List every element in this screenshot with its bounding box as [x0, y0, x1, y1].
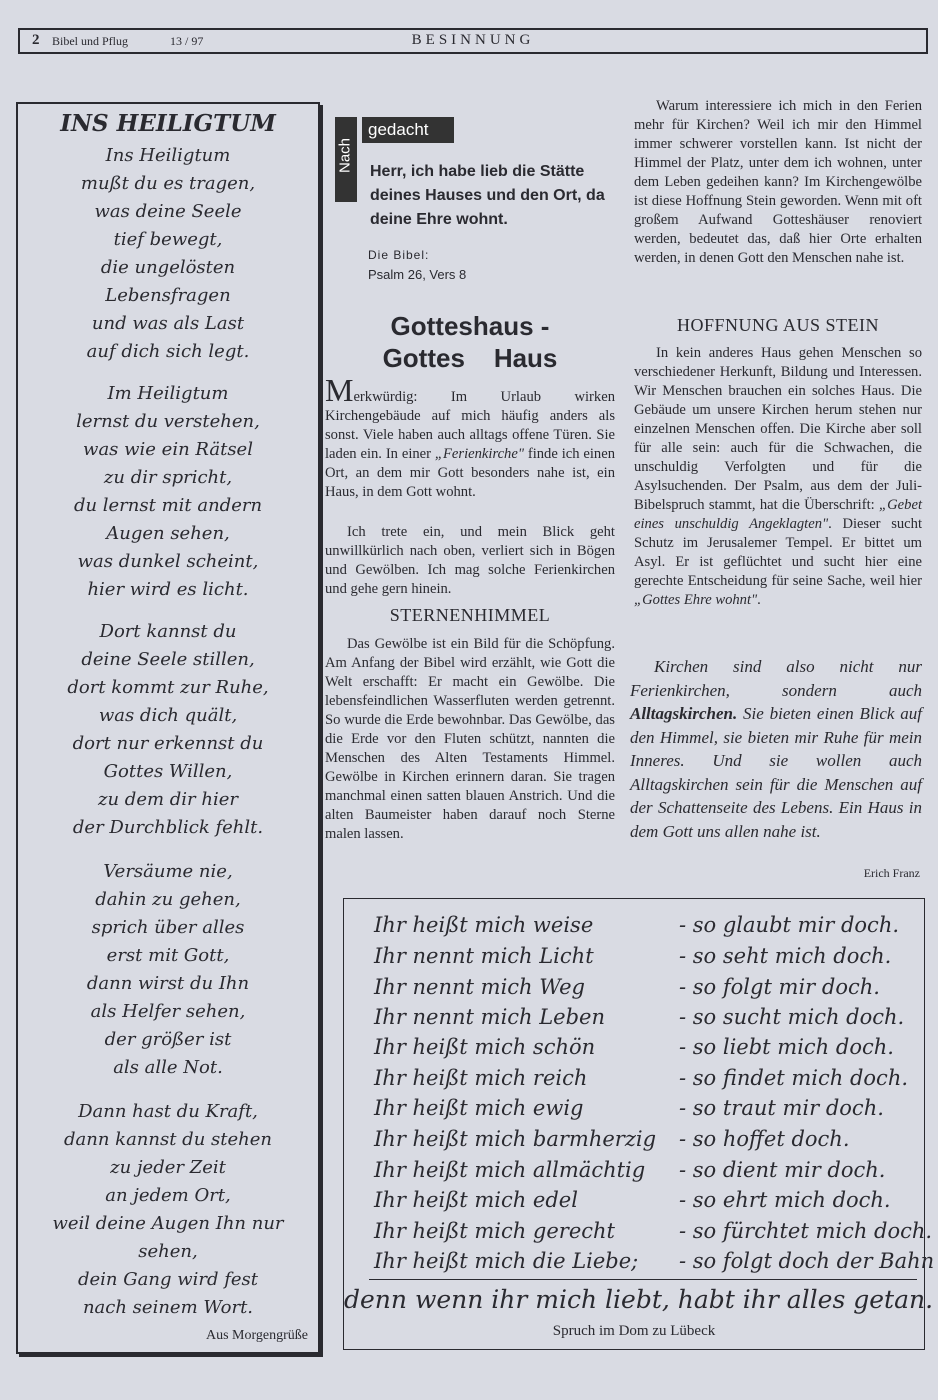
drop-cap: M — [325, 372, 354, 408]
page-number: 2 — [32, 32, 40, 48]
poem-line: und was als Last — [91, 313, 245, 334]
poem-title: INS HEILIGTUM — [60, 110, 276, 137]
section-title: BESINNUNG — [411, 32, 535, 48]
poem-line: Gottes Willen, — [103, 761, 233, 782]
subheading-sternenhimmel: STERNENHIMMEL — [389, 605, 551, 625]
poem-stanza — [18, 618, 318, 842]
page-header — [18, 28, 928, 54]
poem-line: Im Heiligtum — [107, 383, 229, 404]
article-title — [325, 310, 615, 374]
poem-line: Dann hast du Kraft, — [78, 1101, 258, 1122]
poem-line: dann kannst du stehen — [64, 1129, 272, 1150]
poem-line: an jedem Ort, — [105, 1185, 231, 1206]
poem-line: Lebensfragen — [105, 285, 231, 306]
article-paragraph-1: Merkwürdig: Im Urlaub wirken Kirchengebäude auf mich häufig anders als sonst. Viele haben auch alltags offene Türen. Sie laden ein. In einer „Ferienkirche" finde ich einen Ort, an dem mir Gott besonders nahe ist, ein Haus, in dem Gott wohnt. — [325, 372, 615, 500]
poem-line: zu dem dir hier — [98, 789, 238, 810]
inscription-row: Ihr heißt mich reich - so findet mich doch. — [374, 1066, 909, 1090]
poem-source: Aus Morgengrüße — [205, 1328, 308, 1343]
poem-line: dort kommt zur Ruhe, — [67, 677, 269, 698]
inscription-row: Ihr heißt mich ewig - so traut mir doch. — [374, 1096, 884, 1120]
poem-line: erst mit Gott, — [106, 945, 230, 966]
bible-label: Die Bibel: — [368, 248, 430, 262]
inscription-row: Ihr heißt mich schön - so liebt mich doch. — [374, 1035, 894, 1059]
inscription-row: Ihr heißt mich barmherzig - so hoffet doch. — [374, 1127, 850, 1151]
gedacht-label: gedacht — [362, 117, 454, 143]
poem-stanza — [18, 858, 318, 1082]
inscription-final-line: denn wenn ihr mich liebt, habt ihr alles getan. — [344, 1285, 934, 1314]
inscription-row: Ihr heißt mich gerecht - so fürchtet mich doch. — [374, 1219, 933, 1243]
poem-line: als Helfer sehen, — [90, 1001, 246, 1022]
poem-line: was dich quält, — [98, 705, 238, 726]
article-paragraph-5: In kein anderes Haus gehen Menschen so verschiedener Herkunft, Bildung und Interessen. Wir Menschen brauchen ein solches Haus. Die Gebäude um unsere Kirchen herum stehen nur einzelnen Menschen offen. Die Kirche aber soll für alle sein: auch für die Schwachen, die unschuldig Verfolgten und für die Asylsuchenden. Der Psalm, aus dem der Juli-Bibelspruch stammt, hat die Überschrift: „Gebet eines unschuldig Angeklagten". Dieser sucht Schutz im Jerusalemer Tempel. Er bittet um Asyl. Er ist geflüchtet und sucht hier eine gerechte Entscheidung für seine Sache, weil hier „Gottes Ehre wohnt". — [634, 345, 923, 608]
poem-stanza — [18, 380, 318, 604]
article-paragraph-4: Warum interessiere ich mich in den Ferien mehr für Kirchen? Weil ich mir den Himmel immer schwerer vorstellen kann. Ist nicht der Himmel der Platz, unter dem ich wohnen, unter dem Leben gedeihen kann? Im Kirchengewölbe ist diese Hoffnung Stein geworden. Wenn mit oft großem Aufwand Gotteshäuser renoviert werden, bedeutet das, daß hier Orte erhalten werden, in denen Gott den Menschen nahe ist. — [634, 98, 922, 266]
poem-line: sprich über alles — [91, 917, 245, 938]
poem-box — [16, 102, 320, 1354]
publication-name: Bibel und Pflug — [52, 34, 129, 48]
poem-line: dahin zu gehen, — [95, 889, 241, 910]
poem-line: weil deine Augen Ihn nur — [52, 1213, 284, 1234]
poem-line: sehen, — [138, 1241, 198, 1262]
article-author: Erich Franz — [863, 866, 920, 880]
poem-line: der größer ist — [104, 1029, 232, 1050]
luebeck-inscription-box — [343, 898, 935, 1350]
subheading-hoffnung: HOFFNUNG AUS STEIN — [676, 315, 880, 335]
nach-text: Nach — [336, 137, 354, 174]
poem-line: Dort kannst du — [99, 621, 237, 642]
poem-line: Versäume nie, — [103, 861, 233, 882]
article-title-line2: Gottes Haus — [382, 343, 558, 373]
inscription-row: Ihr nennt mich Weg - so folgt mir doch. — [374, 975, 880, 999]
poem-line: tief bewegt, — [113, 229, 223, 250]
poem-line: dann wirst du Ihn — [86, 973, 250, 994]
poem-line: zu dir spricht, — [103, 467, 233, 488]
poem-line: dort nur erkennst du — [72, 733, 264, 754]
inscription-divider — [369, 1279, 917, 1280]
poem-stanza — [18, 142, 318, 366]
poem-line: zu jeder Zeit — [110, 1157, 226, 1178]
poem-line: als alle Not. — [113, 1057, 223, 1078]
poem-line: auf dich sich legt. — [86, 341, 250, 362]
poem-line: was deine Seele — [94, 201, 242, 222]
poem-line: deine Seele stillen, — [81, 649, 255, 670]
article-paragraph-2: Ich trete ein, und mein Blick geht unwillkürlich nach oben, verliert sich in Bögen und Gewölben. Ich mag solche Ferienkirchen und gehe gern hinein. — [325, 524, 615, 597]
article-paragraph-3: Das Gewölbe ist ein Bild für die Schöpfung. Am Anfang der Bibel wird erzählt, wie Gott die Welt erschafft: Er macht ein Gewölbe. Die lebensfeindlichen Wasserfluten werden getrennt. So wurde die Erde bewohnbar. Das Gewölbe, das die Erde vor den Fluten schützt, nannten die Menschen des Alten Testaments Himmel. Gewölbe in Kirchen erinnern daran. Sie tragen manchmal einen satten blauen Anstrich. Und die alten Baumeister haben darauf noch Sterne malen lassen. — [325, 636, 615, 842]
poem-line: Ins Heiligtum — [105, 145, 231, 166]
poem-line: du lernst mit andern — [73, 495, 263, 516]
inscription-row: Ihr heißt mich edel - so ehrt mich doch. — [374, 1188, 891, 1212]
issue-number: 13 / 97 — [170, 34, 204, 48]
poem-line: der Durchblick fehlt. — [72, 817, 264, 838]
poem-line: die ungelösten — [100, 257, 236, 278]
poem-line: lernst du verstehen, — [76, 411, 260, 432]
bible-verse: Herr, ich habe lieb die Stätte deines Hauses und den Ort, da deine Ehre wohnt. — [370, 163, 605, 228]
article-title-line1: Gotteshaus - — [390, 311, 550, 341]
inscription-row: Ihr heißt mich allmächtig - so dient mir doch. — [374, 1158, 886, 1182]
nach-label — [335, 117, 357, 202]
poem-line: dein Gang wird fest — [78, 1269, 258, 1290]
inscription-source: Spruch im Dom zu Lübeck — [552, 1323, 716, 1339]
poem-line: hier wird es licht. — [87, 579, 249, 600]
article-paragraph-6: Kirchen sind also nicht nur Ferienkirchen, sondern auch Alltagskirchen. Sie bieten einen Blick auf den Himmel, sie bieten mir Ruhe für mein Inneres. Und sie wollen auch Alltagskirchen sein für die Menschen auf der Schattenseite des Lebens. Ein Haus in dem Gott uns allen nahe ist. — [630, 657, 922, 841]
inscription-row: Ihr heißt mich weise - so glaubt mir doch. — [374, 913, 900, 937]
inscription-row: Ihr heißt mich die Liebe; - so folgt doch der Bahn — [374, 1249, 935, 1273]
inscription-row: Ihr nennt mich Licht - so seht mich doch. — [374, 944, 892, 968]
poem-line: Augen sehen, — [106, 523, 230, 544]
poem-line: was wie ein Rätsel — [83, 439, 253, 460]
poem-line: mußt du es tragen, — [80, 173, 256, 194]
inscription-row: Ihr nennt mich Leben - so sucht mich doch. — [374, 1005, 905, 1029]
bible-reference: Psalm 26, Vers 8 — [368, 267, 467, 282]
poem-stanza — [18, 1098, 318, 1322]
poem-line: nach seinem Wort. — [82, 1297, 254, 1318]
poem-line: was dunkel scheint, — [77, 551, 259, 572]
